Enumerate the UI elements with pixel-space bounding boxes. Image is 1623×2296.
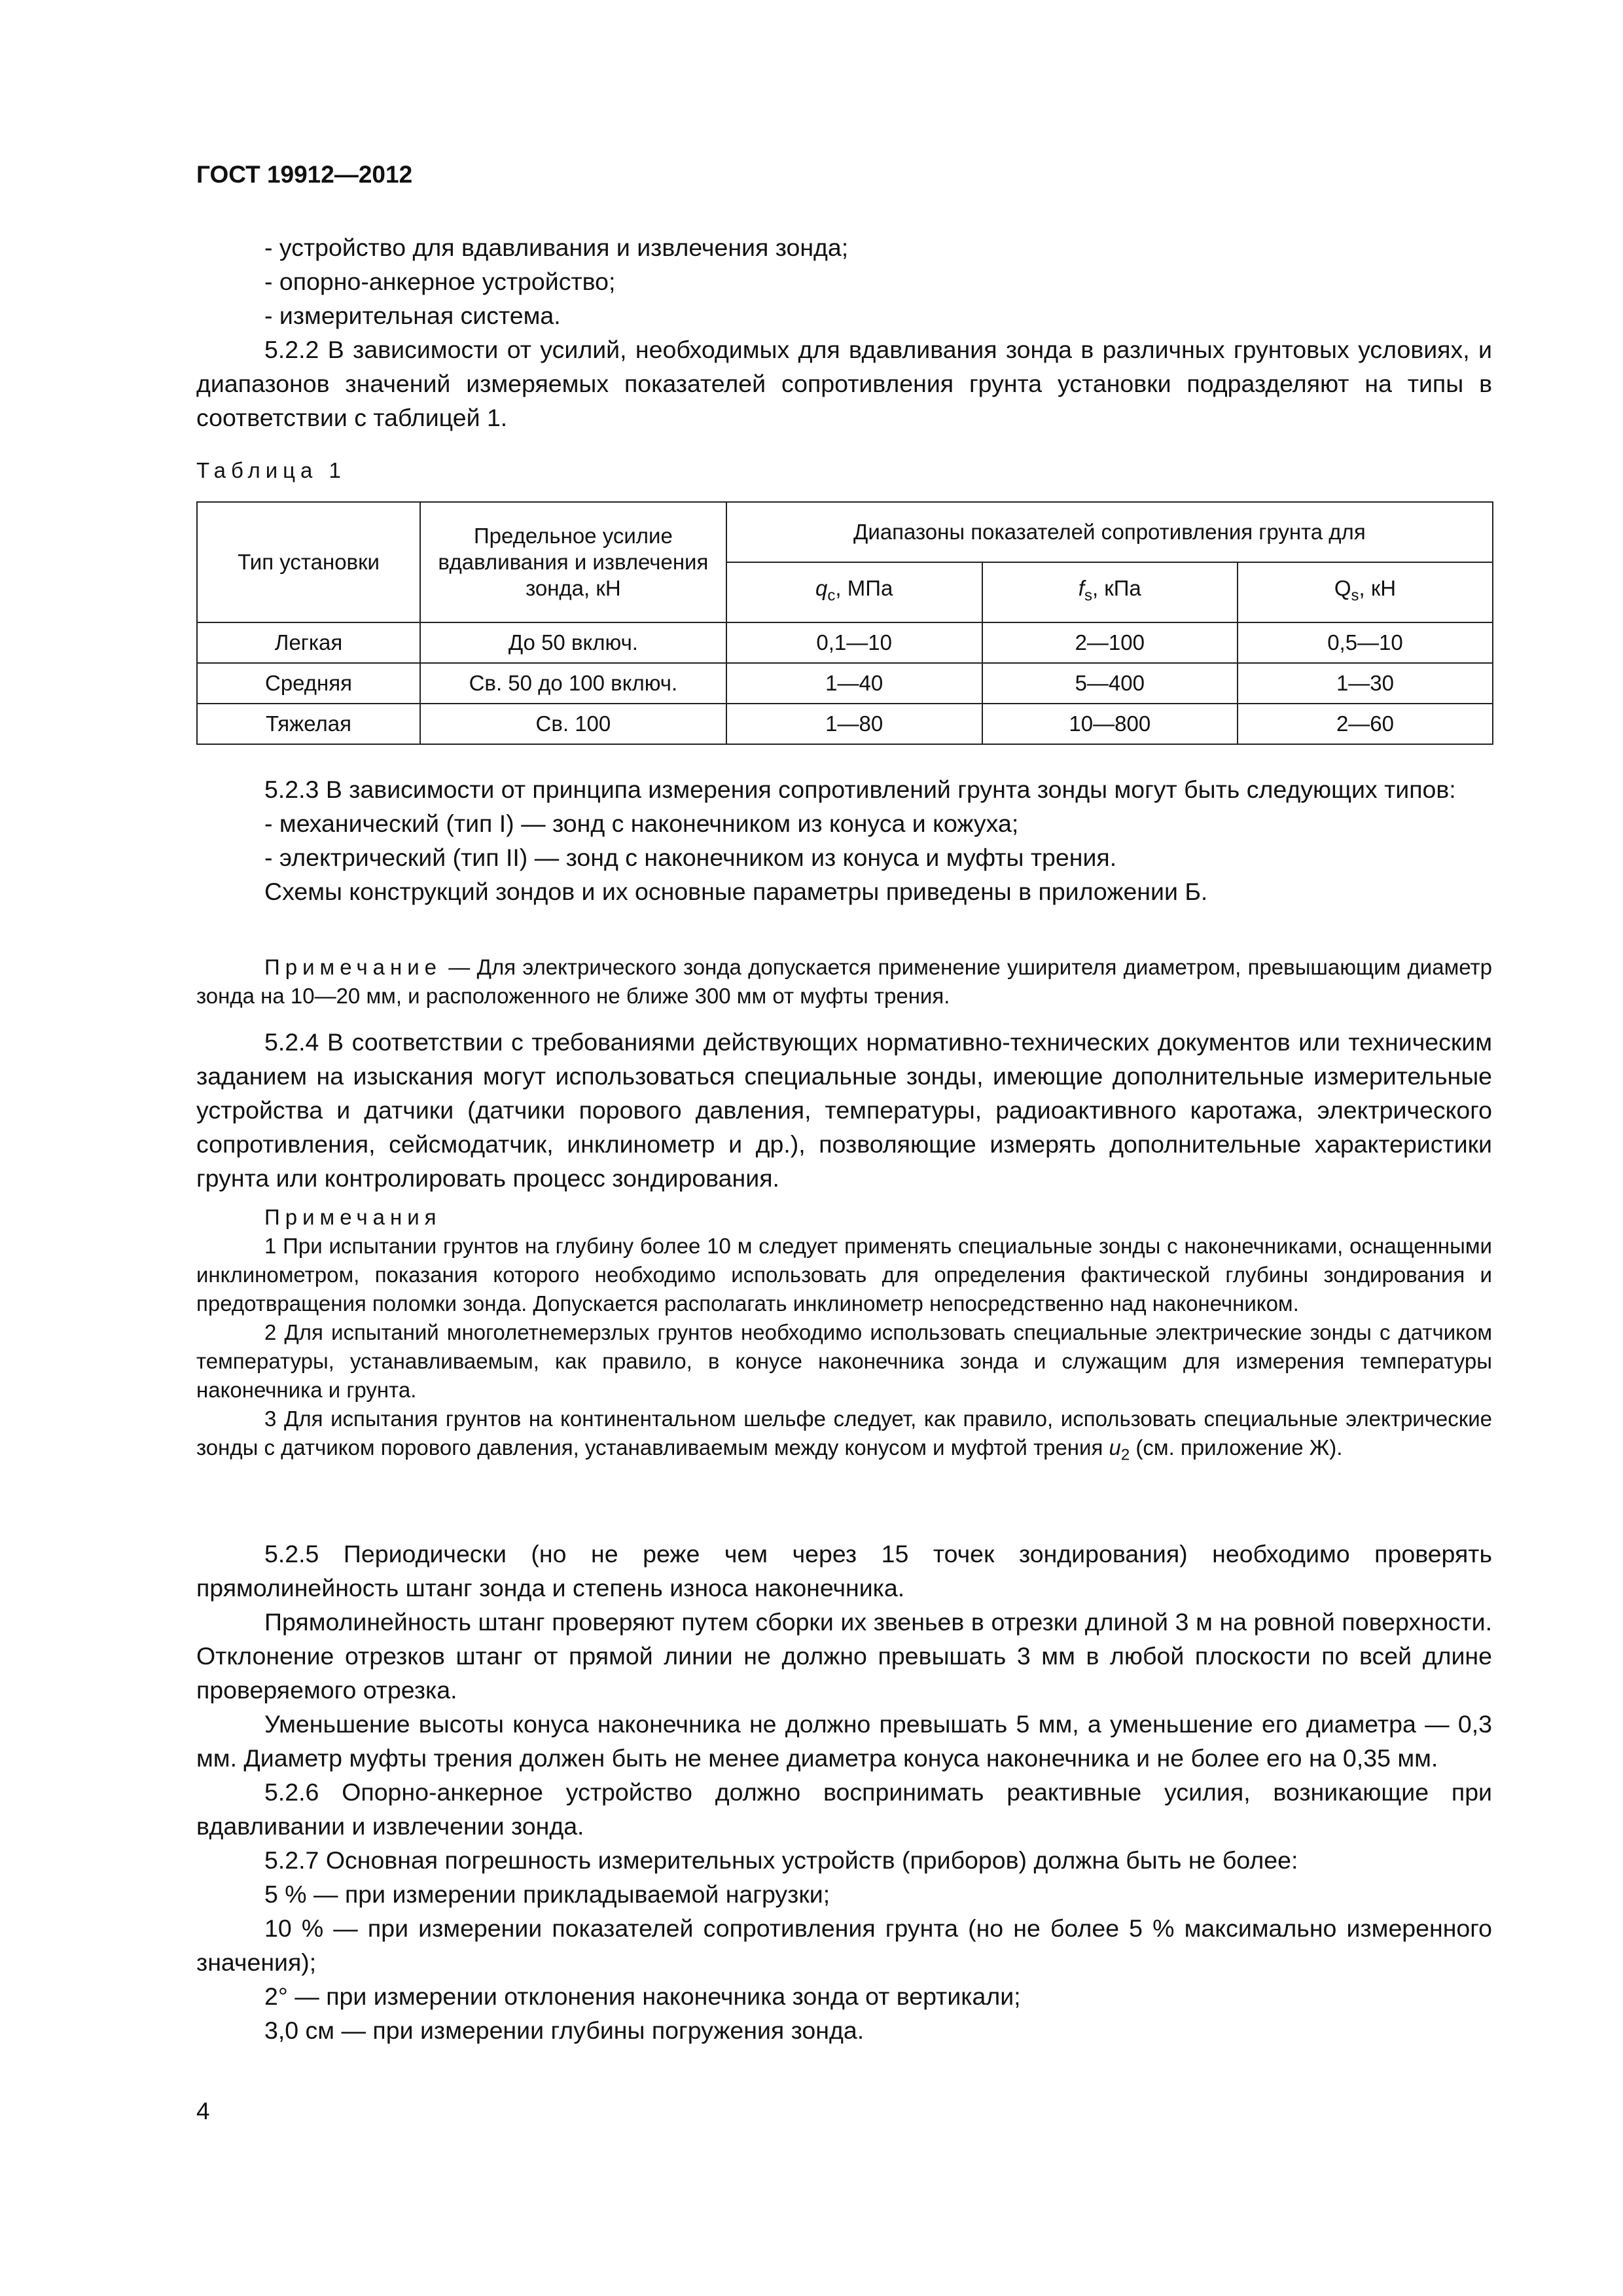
table-cell: Тяжелая bbox=[197, 704, 420, 744]
paragraph-straightness: Прямолинейность штанг проверяют путем сборки их звеньев в отрезки длиной 3 м на ровной поверхности. Отклонение отрезков штанг от прямой линии не должно превышать 3 мм в любой плоскости по всей длине проверяемого отрезка. bbox=[196, 1608, 1492, 1704]
document-header: ГОСТ 19912—2012 bbox=[196, 161, 413, 188]
list-item: - измерительная система. bbox=[264, 302, 561, 329]
list-item: 3,0 см — при измерении глубины погружения зонда. bbox=[264, 2017, 865, 2044]
table-cell: 0,5—10 bbox=[1238, 622, 1493, 663]
col-header-fs: $f_s$, кПа bbox=[982, 562, 1238, 622]
note-text: — Для электрического зонда допускается применение уширителя диаметром, превышающим диаметр зонда на 10—20 мм, и расположенного не ближе 300 мм от муфты трения. bbox=[196, 955, 1492, 1008]
col-header-type: Тип установки bbox=[197, 502, 420, 622]
table-row bbox=[197, 704, 1493, 744]
notes-block bbox=[196, 1203, 1492, 1470]
table-row bbox=[197, 663, 1493, 704]
list-item: - устройство для вдавливания и извлечения зонда; bbox=[264, 234, 849, 261]
note-block bbox=[196, 953, 1492, 1011]
list-item: - механический (тип I) — зонд с наконечником из конуса и кожуха; bbox=[264, 810, 1019, 837]
table-cell: 10—800 bbox=[982, 704, 1238, 744]
table-cell: Легкая bbox=[197, 622, 420, 663]
table-cell: До 50 включ. bbox=[420, 622, 726, 663]
paragraph-5-2-4: 5.2.4 В соответствии с требованиями действующих нормативно-технических документов или техническим заданием на изыскания могут использоваться специальные зонды, имеющие дополнительные измерительные устройства и датчики (датчики порового давления, температуры, радиоактивного каротажа, электрического сопротивления, сейсмодатчик, инклинометр и др.), позволяющие измерять дополнительные характеристики грунта или контролировать процесс зондирования. bbox=[196, 1028, 1492, 1192]
notes-label: Примечания bbox=[264, 1205, 442, 1229]
table-cell: Средняя bbox=[197, 663, 420, 704]
paragraph-5-2-3: 5.2.3 В зависимости от принципа измерения сопротивлений грунта зонды могут быть следующих типов: bbox=[264, 776, 1456, 803]
paragraph-cone: Уменьшение высоты конуса наконечника не должно превышать 5 мм, а уменьшение его диаметра — 0,3 мм. Диаметр муфты трения должен быть не менее диаметра конуса наконечника и не более его на 0,35 мм. bbox=[196, 1710, 1492, 1772]
paragraph-5-2-5: 5.2.5 Периодически (но не реже чем через 15 точек зондирования) необходимо проверять прямолинейность штанг зонда и степень износа наконечника. bbox=[196, 1540, 1492, 1602]
col-header-Qs: $Q_s$, кН bbox=[1238, 562, 1493, 622]
list-item: - электрический (тип II) — зонд с наконечником из конуса и муфты трения. bbox=[264, 844, 1117, 871]
table-cell: 1—40 bbox=[726, 663, 982, 704]
table-caption: Таблица 1 bbox=[196, 458, 346, 482]
paragraph-5-2-2: 5.2.2 В зависимости от усилий, необходимых для вдавливания зонда в различных грунтовых условиях, и диапазонов значений измеряемых показателей сопротивления грунта установки подразделяют на типы в соответствии с таблицей 1. bbox=[196, 336, 1492, 431]
note-item: 2 Для испытаний многолетнемерзлых грунтов необходимо использовать специальные электрические зонды с датчиком температуры, устанавливаемым, как правило, в конусе наконечника зонда и служащим для измерения температуры наконечника и грунта. bbox=[196, 1320, 1492, 1402]
table-cell: 2—60 bbox=[1238, 704, 1493, 744]
paragraph-5-2-6: 5.2.6 Опорно-анкерное устройство должно воспринимать реактивные усилия, возникающие при вдавливании и извлечении зонда. bbox=[196, 1778, 1492, 1840]
table-cell: 1—80 bbox=[726, 704, 982, 744]
list-item: 2° — при измерении отклонения наконечника зонда от вертикали; bbox=[264, 1982, 1021, 2010]
table-1 bbox=[196, 501, 1493, 745]
page-number: 4 bbox=[196, 2098, 210, 2125]
col-header-ranges: Диапазоны показателей сопротивления грунта для bbox=[726, 502, 1493, 562]
table-cell: Св. 100 bbox=[420, 704, 726, 744]
col-header-force: Предельное усилие вдавливания и извлечения зонда, кН bbox=[420, 502, 726, 622]
note-item: 1 При испытании грунтов на глубину более 10 м следует применять специальные зонды с наконечниками, оснащенными инклинометром, показания которого необходимо использовать для определения фактической глубины зондирования и предотвращения поломки зонда. Допускается располагать инклинометр непосредственно над наконечником. bbox=[196, 1234, 1492, 1316]
section-5-2-2 bbox=[196, 230, 1492, 435]
list-item: - опорно-анкерное устройство; bbox=[264, 268, 616, 295]
col-header-qc: $q_c$, МПа bbox=[726, 562, 982, 622]
table-cell: 1—30 bbox=[1238, 663, 1493, 704]
list-item: 10 % — при измерении показателей сопротивления грунта (но не более 5 % максимально измеренного значения); bbox=[196, 1914, 1492, 1976]
paragraph-schemes: Схемы конструкций зондов и их основные параметры приведены в приложении Б. bbox=[264, 878, 1208, 905]
table-cell: 2—100 bbox=[982, 622, 1238, 663]
paragraph-5-2-7: 5.2.7 Основная погрешность измерительных устройств (приборов) должна быть не более: bbox=[264, 1846, 1298, 1874]
table-cell: Св. 50 до 100 включ. bbox=[420, 663, 726, 704]
section-5-2-5 bbox=[196, 1537, 1492, 2047]
note-item: 3 Для испытания грунтов на континентальном шельфе следует, как правило, использовать специальные электрические зонды с датчиком порового давления, устанавливаемым между конусом и муфтой трения $u_2$ (см. приложение Ж). bbox=[196, 1407, 1492, 1464]
list-item: 5 % — при измерении прикладываемой нагрузки; bbox=[264, 1880, 830, 1908]
table-row bbox=[197, 622, 1493, 663]
section-5-2-4 bbox=[196, 1025, 1492, 1195]
section-5-2-3 bbox=[196, 772, 1492, 908]
table-cell: 0,1—10 bbox=[726, 622, 982, 663]
note-label: Примечание bbox=[264, 955, 442, 979]
table-cell: 5—400 bbox=[982, 663, 1238, 704]
